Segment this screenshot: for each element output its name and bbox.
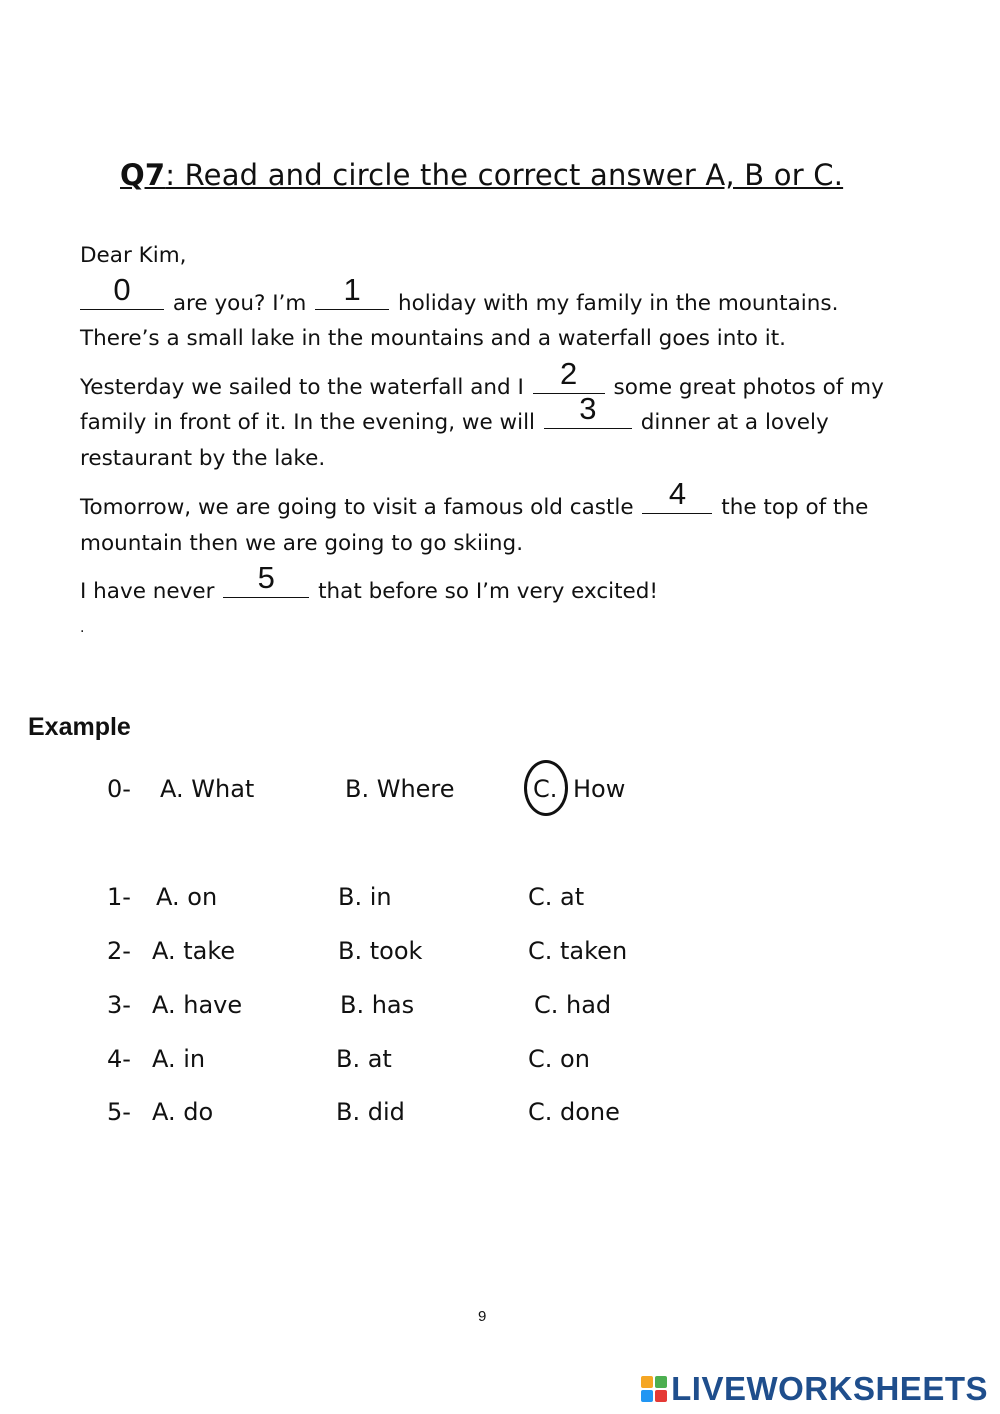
answer-circle [524,760,568,816]
letter-text: Yesterday we sailed to the waterfall and I [80,375,524,400]
letter-line-5: restaurant by the lake. [80,446,326,471]
question-3-option-a[interactable]: A. have [152,991,243,1019]
blank-number: 5 [257,560,275,595]
question-5-option-b[interactable]: B. did [336,1098,405,1126]
logo-square [641,1376,653,1388]
example-option-a[interactable]: A. What [160,775,255,803]
letter-text: Tomorrow, we are going to visit a famous old castle [80,495,634,520]
letter-text: I have never [80,579,215,604]
question-label: Q7 [120,158,166,192]
question-title [120,158,843,192]
blank-number: 0 [113,272,131,307]
blank-0[interactable] [80,272,164,310]
logo-square [641,1390,653,1402]
question-3-option-c[interactable]: C. had [534,991,612,1019]
question-3-option-b[interactable]: B. has [340,991,415,1019]
letter-text: family in front of it. In the evening, we will [80,410,536,435]
question-5-option-a[interactable]: A. do [152,1098,214,1126]
letter-line-4 [80,391,829,440]
letter-line-6 [80,476,869,525]
blank-4[interactable] [642,476,712,514]
question-4-option-b[interactable]: B. at [336,1045,392,1073]
blank-number: 4 [668,476,687,511]
brand-name: LIVEWORKSHEETS [671,1370,988,1407]
example-option-c-word: How [573,775,626,803]
question-2-option-a[interactable]: A. take [152,937,236,965]
question-instruction: : Read and circle the correct answer A, B or C. [165,158,844,192]
question-number: 1- [107,883,131,911]
blank-number: 2 [560,356,578,391]
letter-text: the top of the [721,495,869,520]
blank-3[interactable] [544,391,632,429]
letter-text: holiday with my family in the mountains. [398,291,839,316]
question-4-option-a[interactable]: A. in [152,1045,206,1073]
page-number: 9 [478,1308,487,1325]
letter-line-2: There’s a small lake in the mountains and a waterfall goes into it. [80,326,786,351]
blank-number: 3 [579,391,597,426]
question-number: 5- [107,1098,131,1126]
question-2-option-b[interactable]: B. took [338,937,423,965]
example-number: 0- [107,775,131,803]
example-option-c-letter[interactable]: C. [533,775,558,803]
question-1-option-b[interactable]: B. in [338,883,392,911]
question-4-option-c[interactable]: C. on [528,1045,590,1073]
logo-square [655,1390,667,1402]
blank-1[interactable] [315,272,389,310]
letter-text: some great photos of my [613,375,884,400]
letter-text: dinner at a lovely [640,410,829,435]
example-heading: Example [28,713,131,741]
question-1-option-c[interactable]: C. at [528,883,585,911]
blank-5[interactable] [223,560,309,598]
question-number: 3- [107,991,131,1019]
blank-number: 1 [343,272,361,307]
letter-text: that before so I’m very excited! [318,579,659,604]
question-1-option-a[interactable]: A. on [156,883,218,911]
brand-grid-icon [641,1376,667,1402]
question-5-option-c[interactable]: C. done [528,1098,620,1126]
trailing-dot: . [80,620,85,636]
letter-line-1 [80,272,839,321]
question-number: 2- [107,937,131,965]
logo-square [655,1376,667,1388]
letter-line-3 [80,356,884,405]
letter-text: are you? I’m [172,291,307,316]
question-number: 4- [107,1045,131,1073]
letter-line-7: mountain then we are going to go skiing. [80,531,524,556]
question-2-option-c[interactable]: C. taken [528,937,628,965]
example-option-b[interactable]: B. Where [345,775,455,803]
brand-logo [641,1370,988,1408]
letter-greeting: Dear Kim, [80,243,187,268]
letter-line-8 [80,560,659,609]
